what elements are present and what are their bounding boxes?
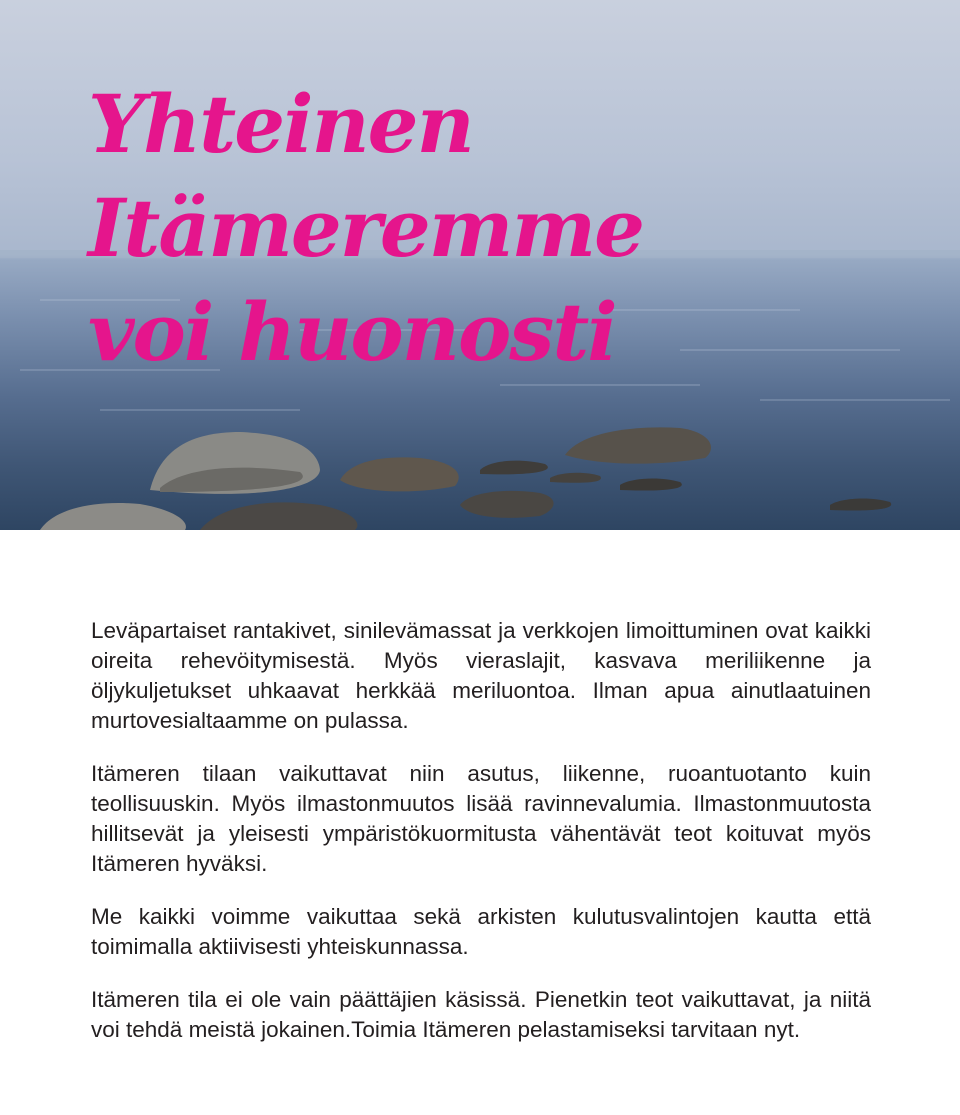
title-line-3: voi huonosti (88, 285, 616, 379)
hero-photo (0, 0, 960, 530)
body-text (91, 616, 871, 1068)
paragraph-2: Itämeren tilaan vaikuttavat niin asutus, liikenne, ruoantuotanto kuin teollisuuskin. Myös ilmastonmuutos lisää ravinnevalumia. Ilmastonmuutosta hillitsevät ja yleisesti ympäristökuormitusta vähentävät teot koituvat myös Itämeren hyväksi. (91, 761, 871, 876)
title-line-1: Yhteinen (88, 77, 473, 171)
paragraph-3: Me kaikki voimme vaikuttaa sekä arkisten kulutusvalintojen kautta että toimimalla aktiivisesti yhteiskunnassa. (91, 904, 871, 959)
page-title (88, 72, 643, 384)
paragraph-1: Leväpartaiset rantakivet, sinilevämassat ja verkkojen limoittuminen ovat kaikki oireita rehevöitymisestä. Myös vieraslajit, kasvava meriliikenne ja öljykuljetukset uhkaavat herkkää meriluontoa. Ilman apua ainutlaatuinen murtovesialtaamme on pulassa. (91, 618, 871, 733)
paragraph-4: Itämeren tila ei ole vain päättäjien käsissä. Pienetkin teot vaikuttavat, ja niitä voi tehdä meistä jokainen.Toimia Itämeren pelastamiseksi tarvitaan nyt. (91, 987, 871, 1042)
title-line-2: Itämeremme (88, 181, 643, 275)
